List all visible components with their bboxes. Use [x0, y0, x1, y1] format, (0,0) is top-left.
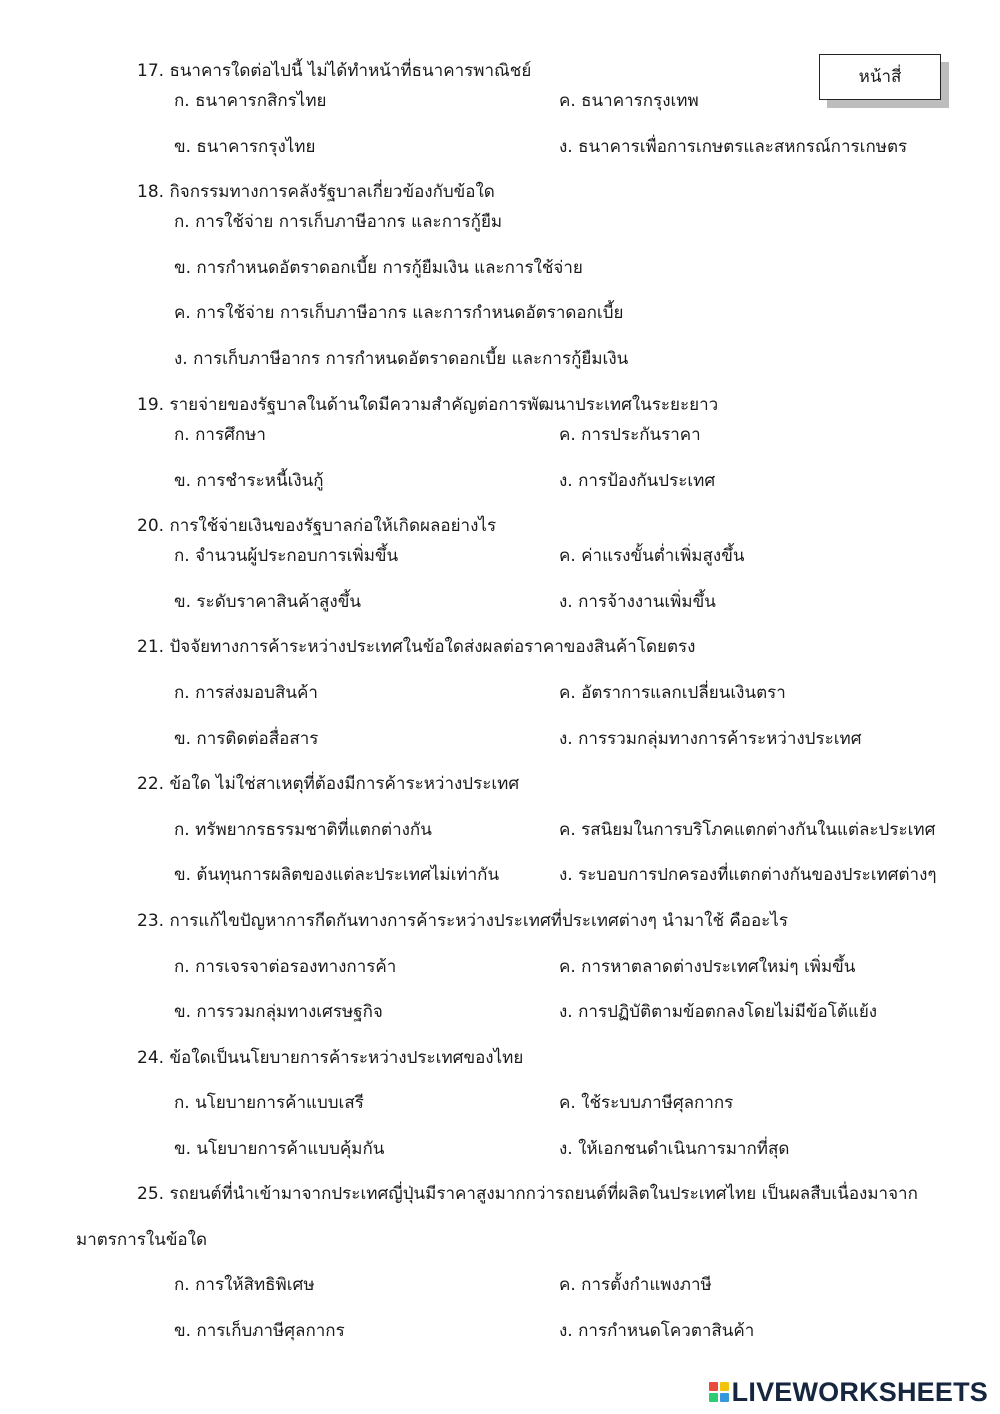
q17-choice-a[interactable]: ก. ธนาคารกสิกรไทย: [174, 91, 327, 111]
q21-choice-a[interactable]: ก. การส่งมอบสินค้า: [174, 683, 318, 703]
q23-choice-b[interactable]: ข. การรวมกลุ่มทางเศรษฐกิจ: [174, 1002, 383, 1022]
q18-choice-a[interactable]: ก. การใช้จ่าย การเก็บภาษีอากร และการกู้ยืม: [174, 212, 503, 232]
q19-choice-a[interactable]: ก. การศึกษา: [174, 425, 266, 445]
page-label-box: [819, 54, 941, 100]
question-20: 20. การใช้จ่ายเงินของรัฐบาลก่อให้เกิดผลอย่างไร: [137, 516, 497, 536]
q25-choice-d[interactable]: ง. การกำหนดโควตาสินค้า: [559, 1321, 755, 1341]
q23-choice-a[interactable]: ก. การเจรจาต่อรองทางการค้า: [174, 957, 397, 977]
q24-choice-a[interactable]: ก. นโยบายการค้าแบบเสรี: [174, 1093, 364, 1113]
q25-choice-a[interactable]: ก. การให้สิทธิพิเศษ: [174, 1275, 315, 1295]
logo-square-4: [720, 1393, 729, 1402]
q19-choice-b[interactable]: ข. การชำระหนี้เงินกู้: [174, 471, 324, 491]
question-19: 19. รายจ่ายของรัฐบาลในด้านใดมีความสำคัญต่อการพัฒนาประเทศในระยะยาว: [137, 395, 719, 415]
q20-choice-d[interactable]: ง. การจ้างงานเพิ่มขึ้น: [559, 592, 716, 612]
q22-choice-d[interactable]: ง. ระบอบการปกครองที่แตกต่างกันของประเทศต่างๆ: [559, 865, 937, 885]
q21-choice-b[interactable]: ข. การติดต่อสื่อสาร: [174, 729, 319, 749]
q19-choice-c[interactable]: ค. การประกันราคา: [559, 425, 701, 445]
q21-choice-d[interactable]: ง. การรวมกลุ่มทางการค้าระหว่างประเทศ: [559, 729, 862, 749]
logo-square-1: [709, 1382, 718, 1391]
q25-choice-b[interactable]: ข. การเก็บภาษีศุลกากร: [174, 1321, 345, 1341]
q17-choice-b[interactable]: ข. ธนาคารกรุงไทย: [174, 137, 316, 157]
q22-choice-a[interactable]: ก. ทรัพยากรธรรมชาติที่แตกต่างกัน: [174, 820, 432, 840]
question-17: 17. ธนาคารใดต่อไปนี้ ไม่ได้ทำหน้าที่ธนาคารพาณิชย์: [137, 61, 532, 81]
question-22: 22. ข้อใด ไม่ใช่สาเหตุที่ต้องมีการค้าระหว่างประเทศ: [137, 774, 520, 794]
q20-choice-a[interactable]: ก. จำนวนผู้ประกอบการเพิ่มขึ้น: [174, 546, 399, 566]
q17-choice-d[interactable]: ง. ธนาคารเพื่อการเกษตรและสหกรณ์การเกษตร: [559, 137, 908, 157]
page-label: หน้าสี่: [858, 67, 902, 87]
brand-name: LIVEWORKSHEETS: [731, 1376, 988, 1407]
q18-choice-c[interactable]: ค. การใช้จ่าย การเก็บภาษีอากร และการกำหนดอัตราดอกเบี้ย: [174, 303, 624, 323]
q18-choice-b[interactable]: ข. การกำหนดอัตราดอกเบี้ย การกู้ยืมเงิน และการใช้จ่าย: [174, 258, 583, 278]
q20-choice-b[interactable]: ข. ระดับราคาสินค้าสูงขึ้น: [174, 592, 361, 612]
q21-choice-c[interactable]: ค. อัตราการแลกเปลี่ยนเงินตรา: [559, 683, 786, 703]
question-21: 21. ปัจจัยทางการค้าระหว่างประเทศในข้อใดส่งผลต่อราคาของสินค้าโดยตรง: [137, 637, 696, 657]
q24-choice-c[interactable]: ค. ใช้ระบบภาษีศุลกากร: [559, 1093, 734, 1113]
question-25: 25. รถยนต์ที่นำเข้ามาจากประเทศญี่ปุ่นมีราคาสูงมากกว่ารถยนต์ที่ผลิตในประเทศไทย เป็นผลสืบเนื่องมาจาก: [137, 1184, 918, 1204]
question-24: 24. ข้อใดเป็นนโยบายการค้าระหว่างประเทศของไทย: [137, 1048, 524, 1068]
q23-choice-c[interactable]: ค. การหาตลาดต่างประเทศใหม่ๆ เพิ่มขึ้น: [559, 957, 856, 977]
q20-choice-c[interactable]: ค. ค่าแรงขั้นต่ำเพิ่มสูงขึ้น: [559, 546, 745, 566]
liveworksheets-logo-icon: [709, 1382, 729, 1402]
liveworksheets-brand: [709, 1376, 988, 1408]
q18-choice-d[interactable]: ง. การเก็บภาษีอากร การกำหนดอัตราดอกเบี้ย และการกู้ยืมเงิน: [174, 349, 629, 369]
question-18: 18. กิจกรรมทางการคลังรัฐบาลเกี่ยวข้องกับข้อใด: [137, 182, 495, 202]
q24-choice-b[interactable]: ข. นโยบายการค้าแบบคุ้มกัน: [174, 1139, 385, 1159]
q19-choice-d[interactable]: ง. การป้องกันประเทศ: [559, 471, 716, 491]
question-23: 23. การแก้ไขปัญหาการกีดกันทางการค้าระหว่างประเทศที่ประเทศต่างๆ นำมาใช้ คืออะไร: [137, 911, 788, 931]
q17-choice-c[interactable]: ค. ธนาคารกรุงเทพ: [559, 91, 699, 111]
q23-choice-d[interactable]: ง. การปฏิบัติตามข้อตกลงโดยไม่มีข้อโต้แย้ง: [559, 1002, 878, 1022]
q22-choice-b[interactable]: ข. ต้นทุนการผลิตของแต่ละประเทศไม่เท่ากัน: [174, 865, 500, 885]
q22-choice-c[interactable]: ค. รสนิยมในการบริโภคแตกต่างกันในแต่ละประเทศ: [559, 820, 936, 840]
question-25-continuation: มาตรการในข้อใด: [76, 1230, 207, 1250]
q25-choice-c[interactable]: ค. การตั้งกำแพงภาษี: [559, 1275, 712, 1295]
logo-square-3: [709, 1393, 718, 1402]
q24-choice-d[interactable]: ง. ให้เอกชนดำเนินการมากที่สุด: [559, 1139, 790, 1159]
logo-square-2: [720, 1382, 729, 1391]
